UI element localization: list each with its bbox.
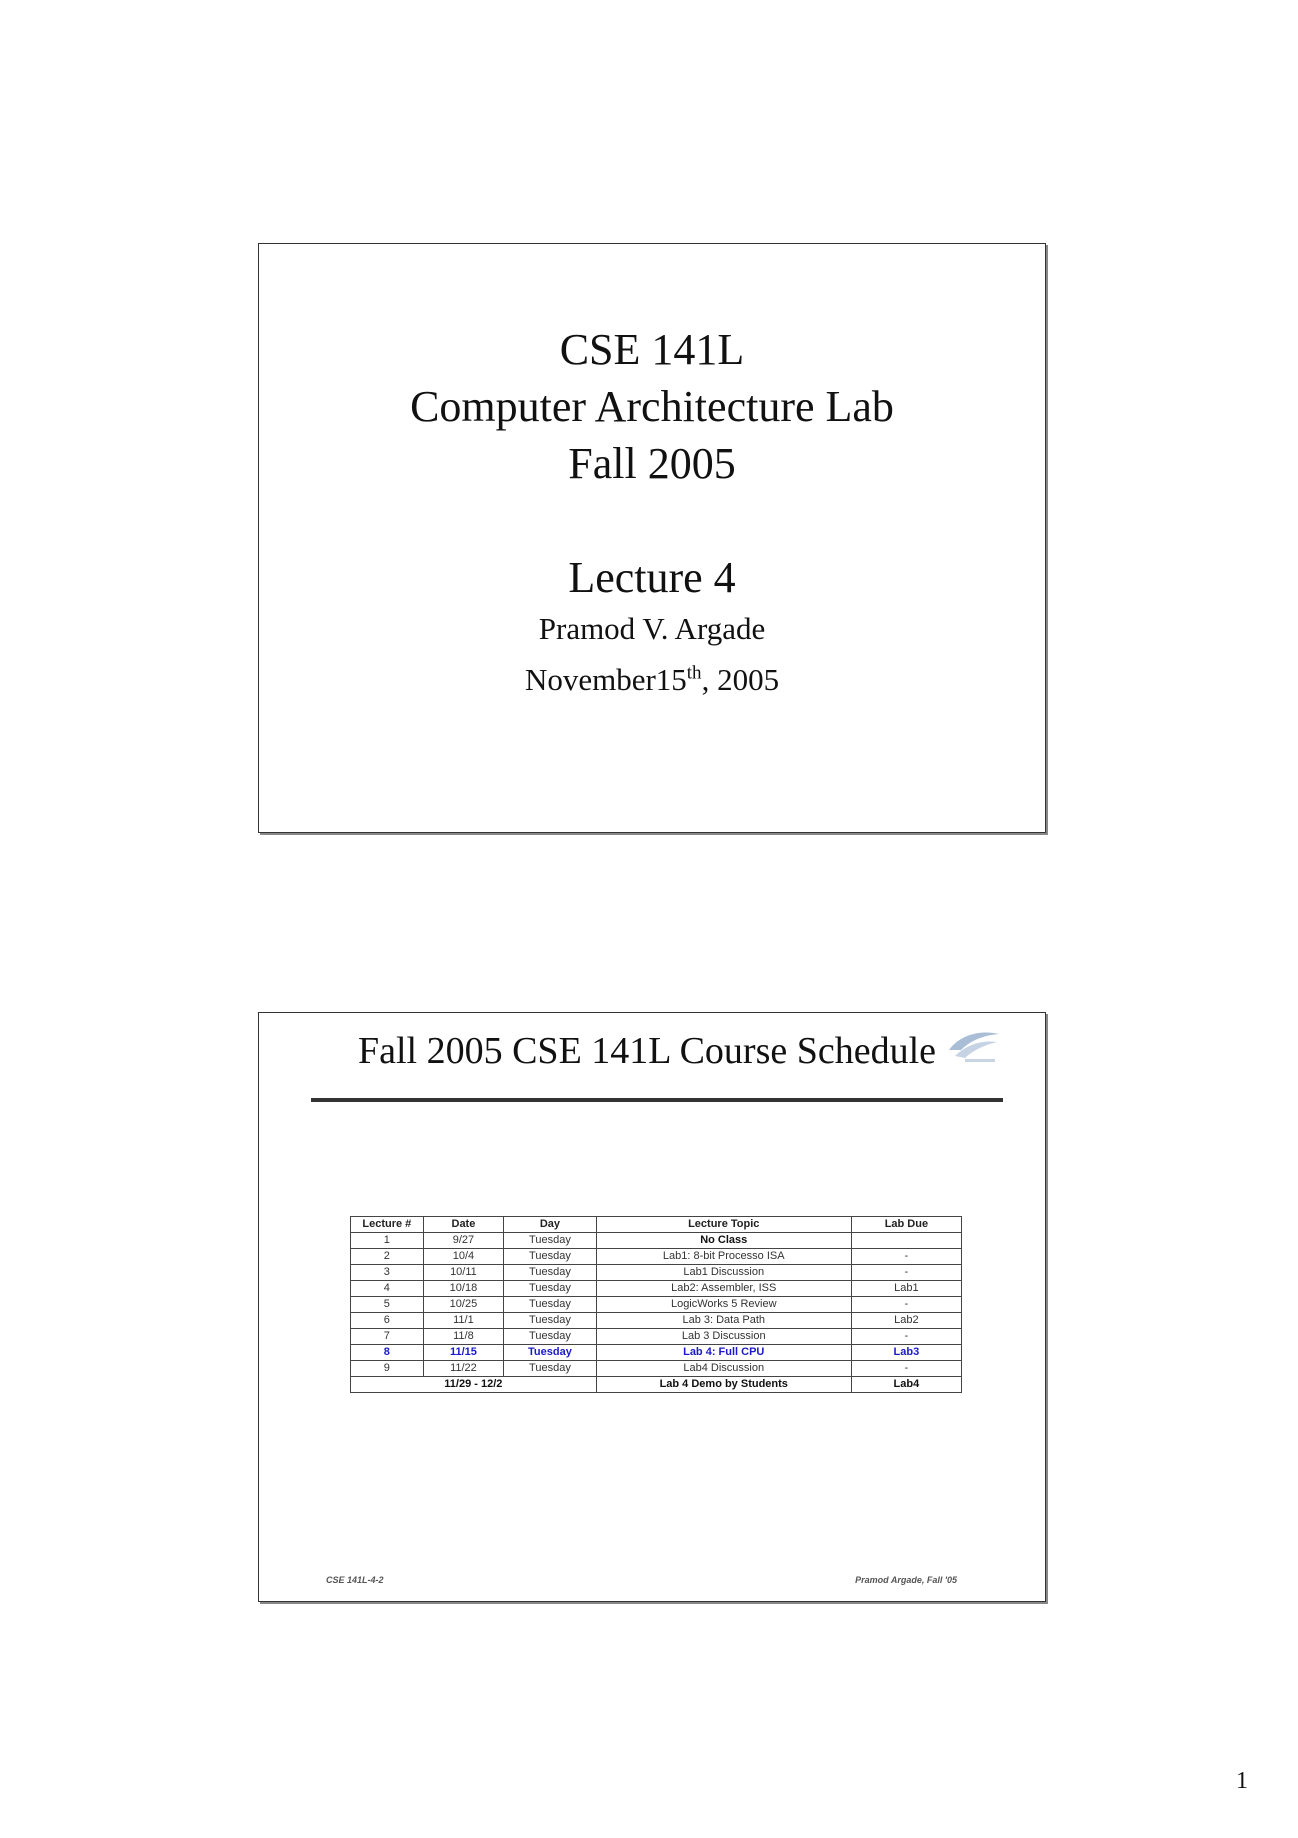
cell-date: 9/27 — [423, 1233, 503, 1249]
cell-lecture-num: 6 — [351, 1313, 424, 1329]
footer-left: CSE 141L-4-2 — [326, 1575, 384, 1585]
cell-date: 11/15 — [423, 1345, 503, 1361]
title-block — [259, 321, 1045, 492]
table-row — [351, 1233, 962, 1249]
cell-date: 11/22 — [423, 1361, 503, 1377]
cell-day: Tuesday — [504, 1361, 597, 1377]
cell-date: 11/1 — [423, 1313, 503, 1329]
course-term: Fall 2005 — [568, 439, 736, 488]
cell-lecture-num: 3 — [351, 1265, 424, 1281]
author-name: Pramod V. Argade — [538, 611, 766, 646]
cell-lecture-num: 8 — [351, 1345, 424, 1361]
cell-lab-due: Lab3 — [851, 1345, 961, 1361]
cell-topic: No Class — [596, 1233, 851, 1249]
cell-day: Tuesday — [504, 1249, 597, 1265]
cell-day: Tuesday — [504, 1329, 597, 1345]
cell-topic: Lab2: Assembler, ISS — [596, 1281, 851, 1297]
table-row — [351, 1249, 962, 1265]
cell-demo-dates: 11/29 - 12/2 — [351, 1377, 597, 1393]
schedule-slide — [258, 1012, 1046, 1602]
table-row — [351, 1313, 962, 1329]
table-row-demo — [351, 1377, 962, 1393]
slide-title: Fall 2005 CSE 141L Course Schedule — [357, 1030, 937, 1072]
cell-date: 10/25 — [423, 1297, 503, 1313]
cell-date: 10/18 — [423, 1281, 503, 1297]
course-code: CSE 141L — [559, 325, 745, 374]
table-row — [351, 1281, 962, 1297]
cell-topic: Lab1: 8-bit Processo ISA — [596, 1249, 851, 1265]
header-lecture-num: Lecture # — [351, 1217, 424, 1233]
cell-lab-due — [851, 1233, 961, 1249]
header-lab-due: Lab Due — [851, 1217, 961, 1233]
title-slide — [258, 243, 1046, 833]
cell-demo-topic: Lab 4 Demo by Students — [596, 1377, 851, 1393]
date-ordinal: th — [686, 662, 702, 684]
table-row — [351, 1297, 962, 1313]
cell-lab-due: - — [851, 1329, 961, 1345]
cell-day: Tuesday — [504, 1265, 597, 1281]
footer-right: Pramod Argade, Fall '05 — [855, 1575, 957, 1585]
cell-lab-due: - — [851, 1249, 961, 1265]
table-row — [351, 1265, 962, 1281]
cell-topic: Lab 4: Full CPU — [596, 1345, 851, 1361]
cell-topic: Lab1 Discussion — [596, 1265, 851, 1281]
swoosh-logo-icon — [945, 1026, 1003, 1068]
cell-lecture-num: 2 — [351, 1249, 424, 1265]
table-header-row — [351, 1217, 962, 1233]
cell-day: Tuesday — [504, 1313, 597, 1329]
cell-topic: Lab 3 Discussion — [596, 1329, 851, 1345]
cell-lecture-num: 1 — [351, 1233, 424, 1249]
cell-date: 11/8 — [423, 1329, 503, 1345]
cell-topic: Lab4 Discussion — [596, 1361, 851, 1377]
lecture-number: Lecture 4 — [568, 553, 736, 602]
cell-lab-due: - — [851, 1297, 961, 1313]
cell-lab-due: - — [851, 1361, 961, 1377]
title-divider — [311, 1098, 1003, 1102]
cell-date: 10/4 — [423, 1249, 503, 1265]
lecture-date — [259, 662, 1045, 698]
page-number: 1 — [1236, 1768, 1248, 1794]
table-row — [351, 1329, 962, 1345]
cell-demo-lab-due: Lab4 — [851, 1377, 961, 1393]
cell-lab-due: - — [851, 1265, 961, 1281]
cell-lecture-num: 7 — [351, 1329, 424, 1345]
table-row — [351, 1361, 962, 1377]
cell-lecture-num: 9 — [351, 1361, 424, 1377]
cell-day: Tuesday — [504, 1345, 597, 1361]
date-suffix: , 2005 — [701, 662, 780, 697]
cell-topic: LogicWorks 5 Review — [596, 1297, 851, 1313]
date-prefix: November15 — [524, 662, 687, 697]
course-name: Computer Architecture Lab — [410, 382, 894, 431]
cell-lab-due: Lab1 — [851, 1281, 961, 1297]
cell-topic: Lab 3: Data Path — [596, 1313, 851, 1329]
cell-lecture-num: 5 — [351, 1297, 424, 1313]
cell-lecture-num: 4 — [351, 1281, 424, 1297]
cell-day: Tuesday — [504, 1281, 597, 1297]
header-date: Date — [423, 1217, 503, 1233]
course-schedule-table — [350, 1216, 962, 1393]
header-topic: Lecture Topic — [596, 1217, 851, 1233]
cell-lab-due: Lab2 — [851, 1313, 961, 1329]
header-day: Day — [504, 1217, 597, 1233]
cell-date: 10/11 — [423, 1265, 503, 1281]
cell-day: Tuesday — [504, 1233, 597, 1249]
table-row-current — [351, 1345, 962, 1361]
cell-day: Tuesday — [504, 1297, 597, 1313]
